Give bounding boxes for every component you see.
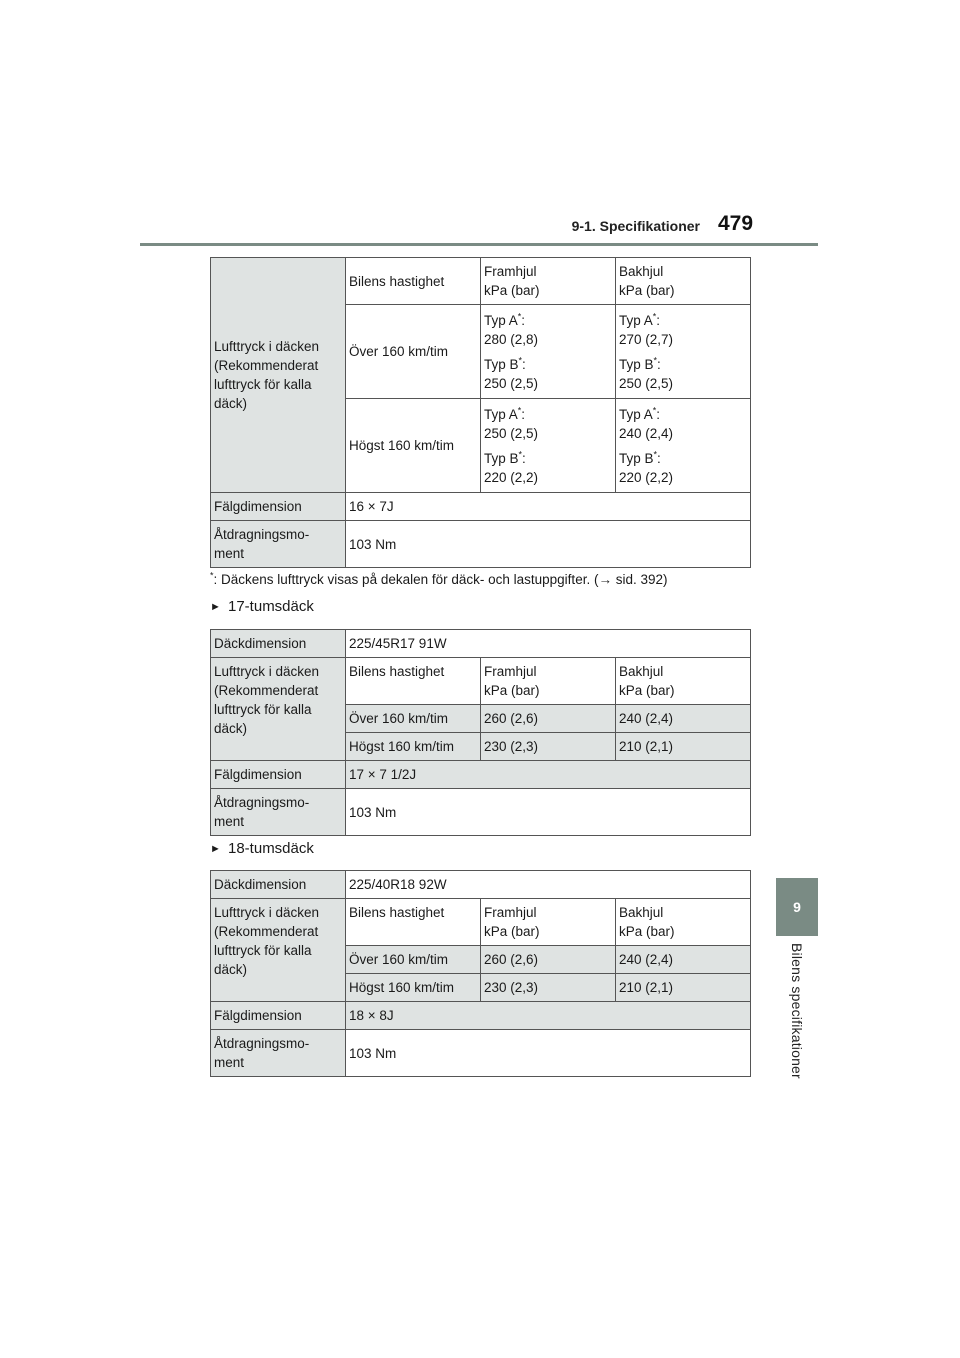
rim-label: Fälgdimension [211,1002,346,1030]
torque-label: Åtdragningsmo- ment [211,521,346,568]
rim-label: Fälgdimension [211,493,346,521]
rear-max-160: 210 (2,1) [616,974,751,1002]
tire-dimension-label: Däckdimension [211,871,346,899]
triangle-bullet-icon: ► [210,843,221,855]
speed-header: Bilens hastighet [346,258,481,305]
speed-over-160: Över 160 km/tim [346,705,481,733]
speed-over-160: Över 160 km/tim [346,946,481,974]
rear-header: Bakhjul kPa (bar) [616,658,751,705]
chapter-title: Bilens specifikationer [789,943,805,1079]
rear-header: Bakhjul kPa (bar) [616,258,751,305]
pressure-label: Lufttryck i däcken (Rekommenderat lufttryck för kalla däck) [211,258,346,493]
tire-dimension-label: Däckdimension [211,630,346,658]
front-max-160: Typ A*: 250 (2,5) Typ B*: 220 (2,2) [481,399,616,493]
front-max-160: 230 (2,3) [481,974,616,1002]
rim-label: Fälgdimension [211,761,346,789]
front-header: Framhjul kPa (bar) [481,258,616,305]
front-over-160: Typ A*: 280 (2,8) Typ B*: 250 (2,5) [481,305,616,399]
tire-dimension-value: 225/40R18 92W [346,871,751,899]
torque-label: Åtdragningsmo- ment [211,1030,346,1077]
triangle-bullet-icon: ► [210,601,221,613]
speed-header: Bilens hastighet [346,658,481,705]
speed-header: Bilens hastighet [346,899,481,946]
tire-spec-table-18 [210,870,751,1077]
page-number: 479 [718,212,754,235]
speed-over-160: Över 160 km/tim [346,305,481,399]
speed-max-160: Högst 160 km/tim [346,733,481,761]
rear-over-160: Typ A*: 270 (2,7) Typ B*: 250 (2,5) [616,305,751,399]
torque-label: Åtdragningsmo- ment [211,789,346,836]
speed-max-160: Högst 160 km/tim [346,974,481,1002]
heading-17: ► 17-tumsdäck [210,598,314,615]
rear-max-160: Typ A*: 240 (2,4) Typ B*: 220 (2,2) [616,399,751,493]
rim-value: 18 × 8J [346,1002,751,1030]
chapter-side-label [776,943,818,1093]
footnote: *: Däckens lufttryck visas på dekalen för däck- och lastuppgifter. (→ sid. 392) [210,570,668,587]
speed-max-160: Högst 160 km/tim [346,399,481,493]
front-over-160: 260 (2,6) [481,705,616,733]
rim-value: 16 × 7J [346,493,751,521]
tire-spec-table-17 [210,629,751,836]
rim-value: 17 × 7 1/2J [346,761,751,789]
heading-18: ► 18-tumsdäck [210,840,314,857]
chapter-tab: 9 [776,878,818,936]
tire-dimension-value: 225/45R17 91W [346,630,751,658]
torque-value: 103 Nm [346,1030,751,1077]
rear-over-160: 240 (2,4) [616,946,751,974]
section-title: 9-1. Specifikationer [571,218,700,234]
rear-max-160: 210 (2,1) [616,733,751,761]
header-divider [140,243,818,246]
front-max-160: 230 (2,3) [481,733,616,761]
front-header: Framhjul kPa (bar) [481,899,616,946]
rear-header: Bakhjul kPa (bar) [616,899,751,946]
rear-over-160: 240 (2,4) [616,705,751,733]
tire-spec-table-16 [210,257,751,568]
torque-value: 103 Nm [346,521,751,568]
pressure-label: Lufttryck i däcken (Rekommenderat lufttryck för kalla däck) [211,658,346,761]
front-over-160: 260 (2,6) [481,946,616,974]
torque-value: 103 Nm [346,789,751,836]
pressure-label: Lufttryck i däcken (Rekommenderat lufttryck för kalla däck) [211,899,346,1002]
front-header: Framhjul kPa (bar) [481,658,616,705]
